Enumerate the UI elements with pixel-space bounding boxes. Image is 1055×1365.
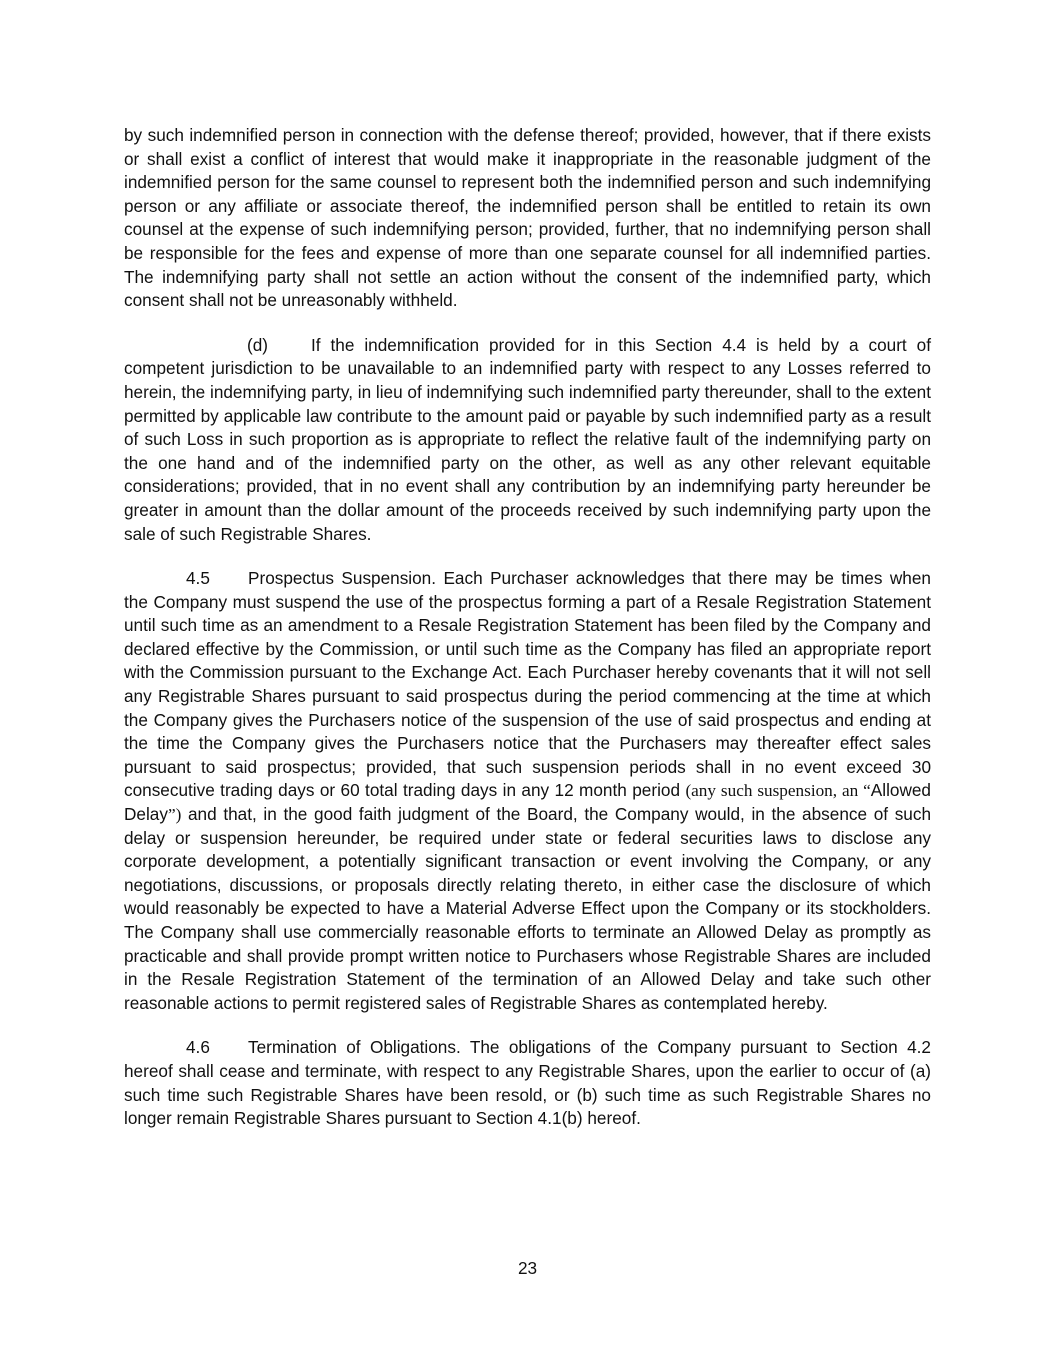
section-4-6-number: 4.6 (186, 1037, 210, 1058)
section-4-5-number: 4.5 (186, 568, 210, 589)
section-4-5-serif-close: ”) (167, 805, 182, 825)
section-4-5-text-part2: and that, in the good faith judgment of the Board, the Company would, in the absence of such delay or suspension hereunder, be required under state or federal securities laws to disclose any corporate development, a potentially significant transaction or event involving the Company, or any negotiations, discussions, or proposals directly relating thereto, in either case the disclosure of which would reasonably be expected to have a Material Adverse Effect upon the Company or its stockholders. The Company shall use commercially reasonable efforts to terminate an Allowed Delay as promptly as practicable and shall provide prompt written notice to Purchasers whose Registrable Shares are included in the Resale Registration Statement of the termination of an Allowed Delay and take such other reasonable actions to permit registered sales of Registrable Shares as contemplated hereby. (124, 804, 931, 1013)
paragraph-d (124, 334, 931, 546)
section-4-5-text-part1: Each Purchaser acknowledges that there may be times when the Company must suspend the use of the prospectus forming a part of a Resale Registration Statement until such time as an amendment to a Resale Registration Statement has been filed by the Company and declared effective by the Commission, or until such time as the Company has filed an appropriate report with the Commission pursuant to the Exchange Act. Each Purchaser hereby covenants that it will not sell any Registrable Shares pursuant to said prospectus during the period commencing at the time at which the Company gives the Purchasers notice of the suspension of the use of said prospectus and ending at the time the Company gives the Purchasers notice that the Purchasers may thereafter effect sales pursuant to said prospectus; provided, that such suspension periods shall in no event exceed 30 consecutive trading days or 60 total trading days in any 12 month period (124, 568, 931, 801)
paragraph-d-text: If the indemnification provided for in this Section 4.4 is held by a court of competent jurisdiction to be unavailable to an indemnified party with respect to any Losses referred to herein, the indemnifying party, in lieu of indemnifying such indemnified party thereunder, shall to the extent permitted by applicable law contribute to the amount paid or payable by such indemnified party as a result of such Loss in such proportion as is appropriate to reflect the relative fault of the indemnifying party on the one hand and of the indemnified party on the other, as well as any other relevant equitable considerations; provided, that in no event shall any contribution by an indemnifying party hereunder be greater in amount than the dollar amount of the proceeds received by such indemnifying party upon the sale of such Registrable Shares. (124, 334, 932, 544)
section-4-6-heading: Termination of Obligations. (248, 1037, 461, 1058)
paragraph-d-label: (d) (247, 334, 269, 355)
section-4-5-serif-open: (any such suspension, an “ (685, 781, 871, 801)
section-4-5-allowed-delay: Allowed Delay (124, 780, 931, 825)
document-page (124, 124, 931, 1152)
page-number: 23 (517, 1258, 538, 1278)
section-4-5-heading: Prospectus Suspension. (248, 568, 437, 589)
paragraph-continuation: by such indemnified person in connection with the defense thereof; provided, however, that if there exists or shall exist a conflict of interest that would make it inappropriate in the reasonable judgment of the indemnified person for the same counsel to represent both the indemnified person and such indemnifying person or any affiliate or associate thereof, the indemnified person shall be entitled to retain its own counsel at the expense of such indemnifying person; provided, further, that no indemnifying person shall be responsible for the fees and expense of more than one separate counsel for all indemnified parties. The indemnifying party shall not settle an action without the consent of the indemnified party, which consent shall not be unreasonably withheld. (124, 125, 931, 311)
section-4-6-text: The obligations of the Company pursuant to Section 4.2 hereof shall cease and terminate, with respect to any Registrable Shares, upon the earlier to occur of (a) such time such Registrable Shares have been resold, or (b) such time as such Registrable Shares no longer remain Registrable Shares pursuant to Section 4.1(b) hereof. (124, 1037, 931, 1129)
section-4-5 (124, 567, 931, 1015)
section-4-6 (124, 1036, 931, 1130)
